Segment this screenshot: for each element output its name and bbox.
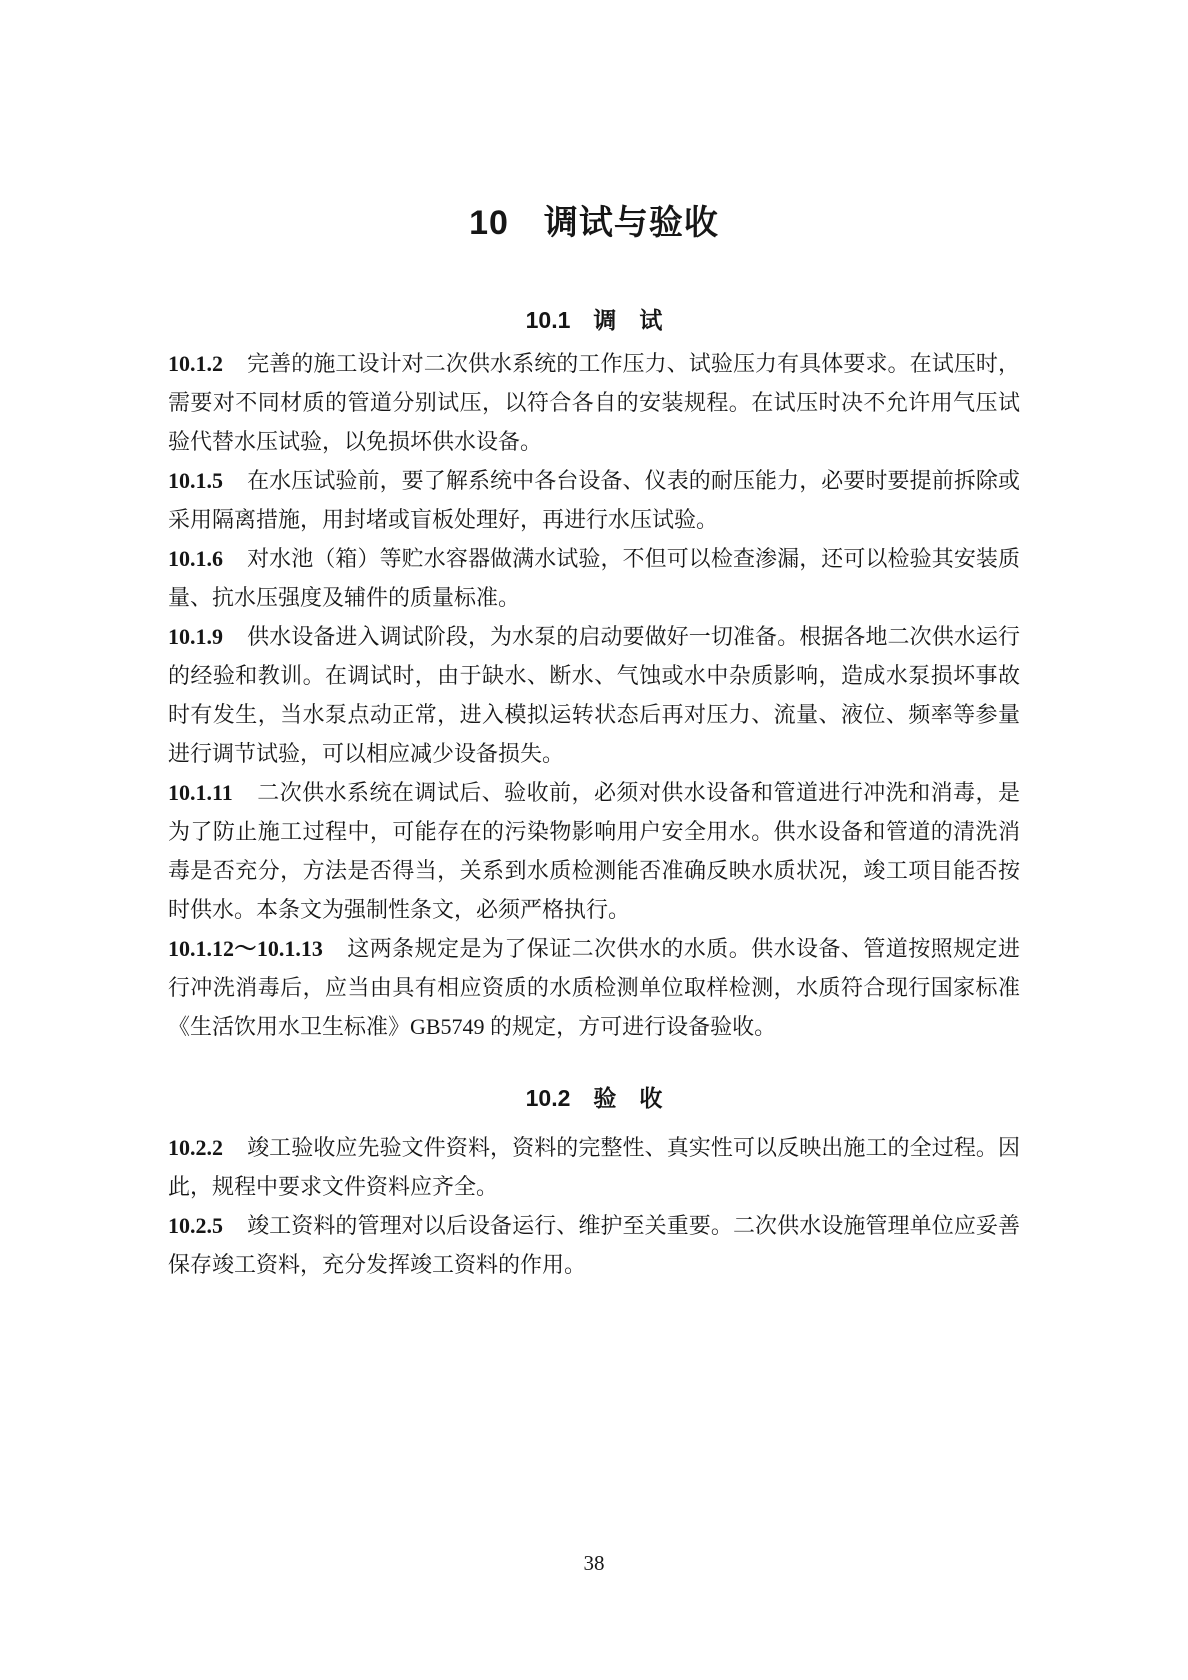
chapter-title: 10 调试与验收 <box>469 204 719 242</box>
clause-text: 竣工资料的管理对以后设备运行、维护至关重要。二次供水设施管理单位应妥善保存竣工资料，充分发挥竣工资料的作用。 <box>168 1213 1020 1277</box>
clause-text: 供水设备进入调试阶段，为水泵的启动要做好一切准备。根据各地二次供水运行的经验和教训。在调试时，由于缺水、断水、气蚀或水中杂质影响，造成水泵损坏事故时有发生，当水泵点动正常，进入模拟运转状态后再对压力、流量、液位、频率等参量进行调节试验，可以相应减少设备损失。 <box>168 624 1020 766</box>
clause-10-2-5 <box>168 1206 1020 1284</box>
page-content <box>168 200 1020 1284</box>
clause-text: 这两条规定是为了保证二次供水的水质。供水设备、管道按照规定进行冲洗消毒后，应当由具有相应资质的水质检测单位取样检测，水质符合现行国家标准《生活饮用水卫生标准》GB5749 的规定，方可进行设备验收。 <box>168 936 1020 1039</box>
section-10-1 <box>168 302 1020 1046</box>
clause-text: 竣工验收应先验文件资料，资料的完整性、真实性可以反映出施工的全过程。因此，规程中要求文件资料应齐全。 <box>168 1135 1020 1199</box>
section-heading-10-2: 10.2 验 收 <box>525 1085 663 1111</box>
clause-text: 二次供水系统在调试后、验收前，必须对供水设备和管道进行冲洗和消毒，是为了防止施工过程中，可能存在的污染物影响用户安全用水。供水设备和管道的清洗消毒是否充分，方法是否得当，关系到水质检测能否准确反映水质状况，竣工项目能否按时供水。本条文为强制性条文，必须严格执行。 <box>168 780 1020 922</box>
clause-10-1-2 <box>168 344 1020 461</box>
page-number: 38 <box>583 1551 605 1575</box>
section-heading-10-1: 10.1 调 试 <box>525 307 663 333</box>
clause-10-1-11 <box>168 773 1020 929</box>
clause-number: 10.1.12～10.1.13 <box>168 936 323 961</box>
clause-text: 完善的施工设计对二次供水系统的工作压力、试验压力有具体要求。在试压时，需要对不同材质的管道分别试压，以符合各自的安装规程。在试压时决不允许用气压试验代替水压试验，以免损坏供水设备。 <box>168 351 1020 454</box>
clause-number: 10.1.6 <box>168 546 223 571</box>
clause-10-1-12-13 <box>168 929 1020 1046</box>
clause-number: 10.1.5 <box>168 468 223 493</box>
clause-number: 10.1.2 <box>168 351 223 376</box>
section-10-2 <box>168 1080 1020 1284</box>
clause-number: 10.1.9 <box>168 624 223 649</box>
clause-10-2-2 <box>168 1128 1020 1206</box>
clause-number: 10.2.5 <box>168 1213 223 1238</box>
clause-10-1-9 <box>168 617 1020 773</box>
clause-text: 对水池（箱）等贮水容器做满水试验，不但可以检查渗漏，还可以检验其安装质量、抗水压强度及辅件的质量标准。 <box>168 546 1020 610</box>
clause-number: 10.1.11 <box>168 780 233 805</box>
clause-10-1-6 <box>168 539 1020 617</box>
clause-10-1-5 <box>168 461 1020 539</box>
clause-text: 在水压试验前，要了解系统中各台设备、仪表的耐压能力，必要时要提前拆除或采用隔离措施，用封堵或盲板处理好，再进行水压试验。 <box>168 468 1020 532</box>
clause-number: 10.2.2 <box>168 1135 223 1160</box>
